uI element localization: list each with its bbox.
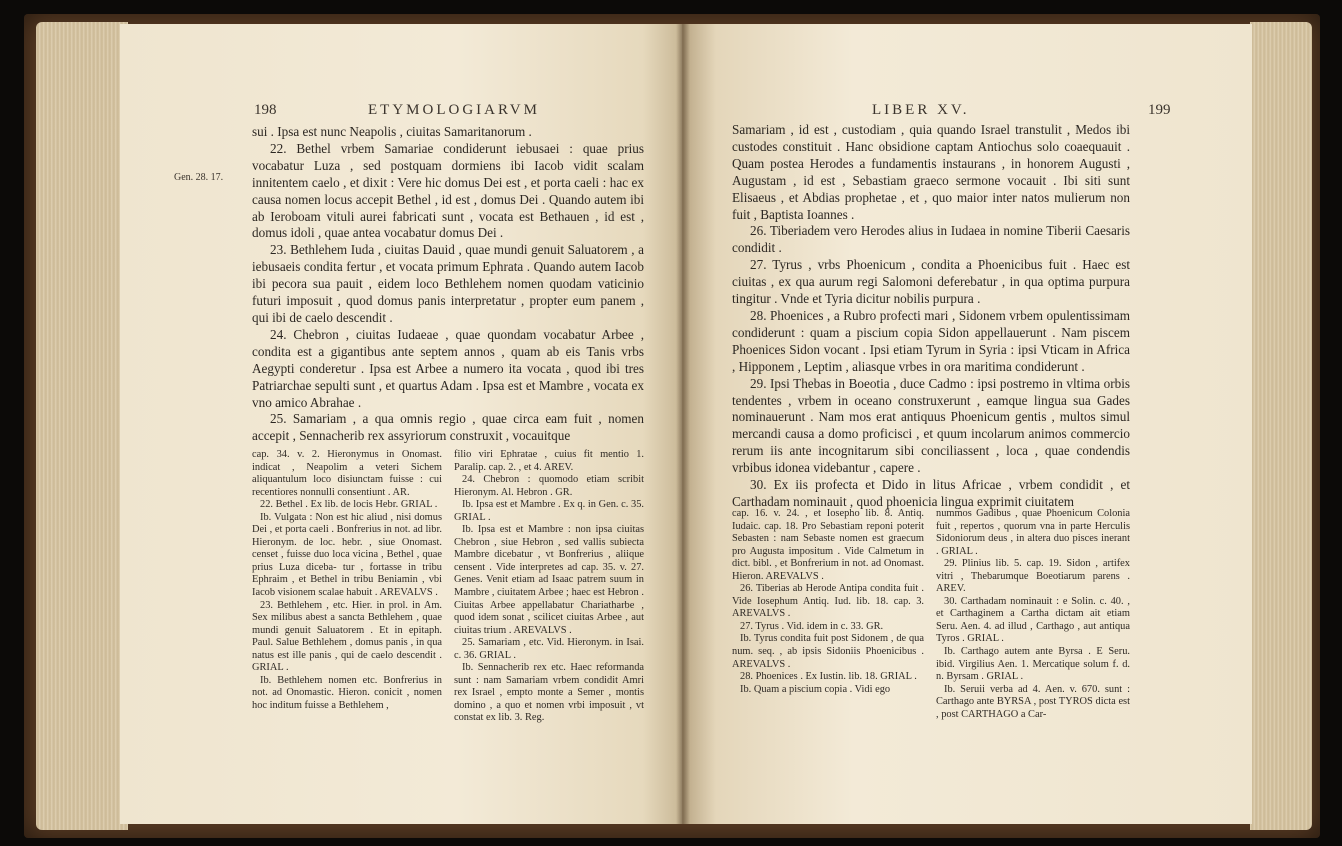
left-note: cap. 34. v. 2. Hieronymus in Onomast. indicat , Neapolim a veteri Sichem aliquantulum loco disiunctam fuisse : cui recentiores nonnulli consentiunt . AR. <box>252 449 442 498</box>
left-notes-column-1 <box>252 449 442 712</box>
left-page-number: 198 <box>254 102 277 118</box>
right-page-number: 199 <box>1148 102 1171 118</box>
right-page-edges <box>1250 22 1312 830</box>
right-note: Ib. Quam a piscium copia . Vidi ego <box>740 683 891 695</box>
left-note: Ib. Vulgata : Non est hic aliud , nisi domus Dei , et porta caeli . Bonfrerius in not. ad libr. Hieronym. de loc. hebr. , siue Onomast. censet , fuisse duo loca vicina , Bethel , quae prius Luza diceba- tur , fortasse in tribu Ephraim , et Bethel in tribu Beniamin , vbi Iacob visionem scalae habuit . AREVALVS . <box>252 511 442 599</box>
left-paragraph-24: 24. Chebron , ciuitas Iudaeae , quae quondam vocabatur Arbee , condita est a gigantibus ante septem annos , quam ab eis Tanis vrbs Aegypti conderetur . Ipsa est Arbee a numero ita vocata , quod ibi tres Patriarchae sepulti sunt , et quartus Adam . Ipsa est et Mambre , vocata ex vno amico Abrahae . <box>252 326 644 410</box>
right-note: Ib. Carthago autem ante Byrsa . E Seru. ibid. Virgilius Aen. 1. Mercatique solum f. d. n. Byrsam . GRIAL . <box>936 646 1130 683</box>
left-page <box>120 24 682 824</box>
left-paragraph-25: 25. Samariam , a qua omnis regio , quae circa eam fuit , nomen accepit , Sennacherib rex assyriorum construxit , vocauitque <box>252 411 644 444</box>
right-running-head: LIBER XV. <box>872 102 970 118</box>
margin-reference: Gen. 28. 17. <box>174 172 224 183</box>
left-note: 24. Chebron : quomodo etiam scribit Hieronym. Al. Hebron . GR. <box>454 474 644 498</box>
right-note: 29. Plinius lib. 5. cap. 19. Sidon , artifex vitri , Thebarumque Boeotiarum parens . AREV. <box>936 558 1130 595</box>
right-note: Ib. Seruii verba ad 4. Aen. v. 670. sunt : Carthago ante BYRSA , post TYROS dicta est , post CARTHAGO a Car- <box>936 683 1130 720</box>
right-page <box>682 24 1252 824</box>
left-main-text <box>252 124 644 445</box>
left-notes-column-2 <box>454 449 644 725</box>
right-note: 28. Phoenices . Ex Iustin. lib. 18. GRIAL . <box>740 671 917 683</box>
left-note: Ib. Bethlehem nomen etc. Bonfrerius in not. ad Onomastic. Hieron. conicit , nomen hoc inditum fuisse a Bethlehem , <box>252 674 442 711</box>
right-paragraph-30: 30. Ex iis profecta et Dido in litus Africae , vrbem condidit , et Carthadam nominauit , quod phoenicia lingua exprimit ciuitatem <box>732 477 1130 509</box>
left-note: 25. Samariam , etc. Vid. Hieronym. in Isai. c. 36. GRIAL . <box>454 637 644 661</box>
left-note: 22. Bethel . Ex lib. de locis Hebr. GRIAL . <box>260 499 438 511</box>
right-paragraph-29: 29. Ipsi Thebas in Boeotia , duce Cadmo : ipsi postremo in vltima orbis tendentes , vrbem in oceano construxerunt , eamque lingua sua Gades nominauerunt . Nam mos erat antiquus Phoenicum gentis , multos simul mercandi causa a domo proficisci , et quum incolarum animos commercio rerum iis ante incognitarum sibi conciliassent , loca , quae condendis vrbibus idonea videbantur , capere . <box>732 375 1130 476</box>
right-main-text <box>732 122 1130 511</box>
left-running-head: ETYMOLOGIARVM <box>368 102 540 118</box>
right-notes-column-2 <box>936 508 1130 721</box>
right-note: Ib. Tyrus condita fuit post Sidonem , de qua num. seq. , ab ipsis Sidoniis Phoenicibus . AREVALVS . <box>732 633 924 670</box>
right-note: nummos Gadibus , quae Phoenicum Colonia fuit , repertos , quorum vna in parte Herculis Sidoniorum deus , in altera duo pisces inerant . GRIAL . <box>936 508 1130 557</box>
left-paragraph-22: 22. Bethel vrbem Samariae condiderunt iebusaei : quae prius vocabatur Luza , sed postquam dormiens ibi Iacob vidit scalam innitentem caelo , et dixit : Vere hic domus Dei est , et porta caeli : hac ex causa nomen locus accepit Bethel , id est , domus Dei . Quando autem ibi ab Ieroboam vituli aurei fabricati sunt , vocata est Bethauen , id est , domus idoli , quae antea vocabatur domus Dei . <box>252 140 644 241</box>
book-gutter <box>676 24 690 824</box>
left-note: Ib. Ipsa est et Mambre . Ex q. in Gen. c. 35. GRIAL . <box>454 499 644 523</box>
left-paragraph-0: sui . Ipsa est nunc Neapolis , ciuitas Samaritanorum . <box>252 124 532 139</box>
left-note: 23. Bethlehem , etc. Hier. in prol. in Am. Sex milibus abest a sancta Bethlehem , quae mundi genuit Saluatorem . Et in epitaph. Paul. Salue Bethlehem , domus panis , in qua natus est ille panis , qui de caelo descendit . GRIAL . <box>252 599 442 674</box>
right-note: 27. Tyrus . Vid. idem in c. 33. GR. <box>740 620 884 632</box>
right-note: 30. Carthadam nominauit : e Solin. c. 40. , et Carthaginem a Cartha dictam ait etiam Seru. Aen. 4. ad illud , Carthago , aut antiqua Tyros . GRIAL . <box>936 595 1130 645</box>
right-paragraph-0: Samariam , id est , custodiam , quia quando Israel transtulit , Medos ibi custodes constituit . Hanc obsidione captam Antiochus solo coaequauit . Quam postea Herodes a fundamentis instaurans , in honorem Augusti , Augustam , id est , Sebastiam graeco sermone vocauit . Ibi siti sunt Elisaeus , et Abdias prophetae , et , quo maior inter natos mulierum non fuit , Baptista Ioannes . <box>732 122 1130 222</box>
left-note: filio viri Ephratae , cuius fit mentio 1. Paralip. cap. 2. , et 4. AREV. <box>454 449 644 473</box>
right-paragraph-28: 28. Phoenices , a Rubro profecti mari , Sidonem vrbem opulentissimam condiderunt : quam a piscium copia Sidon appellauerunt . Nam piscem Phoenices Sidon vocant . Ipsi etiam Tyrum in Syria : ipsi Vticam in Africa , Hipponem , Leptim , aliasque vrbes in ora maritima condiderunt . <box>732 307 1130 374</box>
left-note: Ib. Ipsa est et Mambre : non ipsa ciuitas Chebron , siue Hebron , sed vallis subiecta Mambre dicebatur , vt Bonfrerius , aliique censent . Vide interpretes ad cap. 35. v. 27. Genes. Venit etiam ad Isaac patrem suum in Mambre , ciuitatem Arbee ; haec est Hebron . Ciuitas Arbee appellabatur Chariatharbe , quod idem sonat , scilicet ciuitas Arbee , aut ciuitas trium . AREVALVS . <box>454 524 644 636</box>
left-paragraph-23: 23. Bethlehem Iuda , ciuitas Dauid , quae mundi genuit Saluatorem , a iebusaeis condita fertur , et vocata primum Ephrata . Quando autem Iacob ibi pecora sua pauit , eidem loco Bethlehem nomen quodam vaticinio futuri imposuit , quod domus panis interpretatur , propter eum panem , qui ibi de caelo descendit . <box>252 242 644 325</box>
left-page-edges <box>36 22 128 830</box>
right-paragraph-27: 27. Tyrus , vrbs Phoenicum , condita a Phoenicibus fuit . Haec est ciuitas , ex qua aurum regi Salomoni deferebatur , in qua optima purpura tingitur . Vnde et Tyria dicitur nobilis purpura . <box>732 257 1130 307</box>
right-notes-column-1 <box>732 508 924 696</box>
right-note: 26. Tiberias ab Herode Antipa condita fuit . Vide Iosephum Antiq. Iud. lib. 18. cap. 3. AREVALVS . <box>732 583 924 620</box>
left-note: Ib. Sennacherib rex etc. Haec reformanda sunt : nam Samariam vrbem condidit Amri rex Israel , empto monte a Semer , montis domino , a quo et nomen vrbi imposuit , vt constat ex lib. 3. Reg. <box>454 662 644 724</box>
right-note: cap. 16. v. 24. , et Iosepho lib. 8. Antiq. Iudaic. cap. 18. Pro Sebastiam reponi poterit Sebasten : nam Sebaste nomen est graecum pro Augusta impositum . Vide Calmetum in dict. bibl. , et Bonfrerium in not. ad Onomast. Hieron. AREVALVS . <box>732 508 924 582</box>
right-paragraph-26: 26. Tiberiadem vero Herodes alius in Iudaea in nomine Tiberii Caesaris condidit . <box>732 223 1130 256</box>
